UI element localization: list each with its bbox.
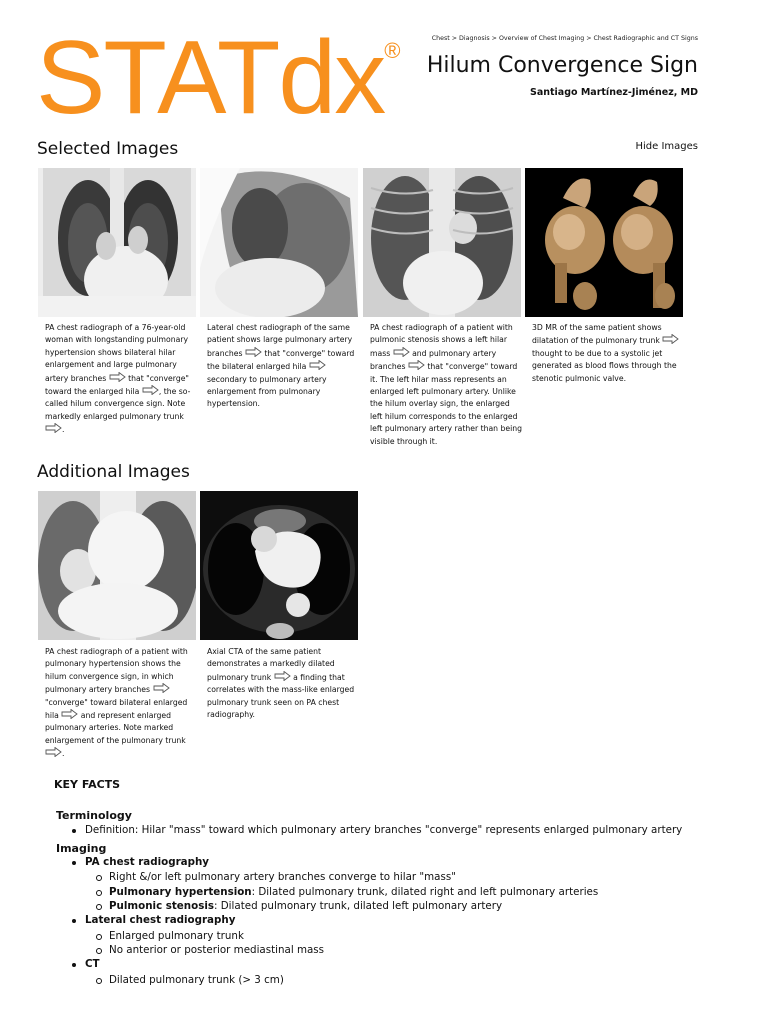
list-item: Dilated pulmonary trunk (> 3 cm) (109, 974, 284, 986)
arrow-icon (142, 385, 159, 395)
image-pa-radiograph-1[interactable] (38, 168, 196, 317)
arrow-icon (153, 683, 170, 693)
additional-images-heading: Additional Images (37, 462, 190, 482)
arrow-icon (109, 372, 126, 382)
hide-images-link[interactable]: Hide Images (635, 141, 698, 152)
image-3d-mr[interactable] (525, 168, 683, 317)
terminology-heading: Terminology (56, 809, 132, 822)
arrow-icon (393, 347, 410, 357)
list-item: CT (85, 958, 100, 970)
image-lateral-radiograph[interactable] (200, 168, 358, 317)
author-name: Santiago Martínez-Jiménez, MD (529, 87, 698, 98)
list-item: Definition: Hilar "mass" toward which pulmonary artery branches "converge" represents enlarged pulmonary artery (85, 824, 683, 836)
caption-image-5: PA chest radiograph of a patient with pulmonary hypertension shows the hilum convergence sign, in which pulmonary artery branches "converge" toward bilateral enlarged hila and represent enlarged pulmonary arteries. Note marked enlargement of the pulmonary trunk . (45, 647, 188, 759)
caption-image-4: 3D MR of the same patient shows dilatation of the pulmonary trunk thought to be due to a systolic jet generated as blood flows through the stenotic pulmonic valve. (532, 322, 684, 385)
page-title: Hilum Convergence Sign (426, 53, 698, 78)
imaging-heading: Imaging (56, 842, 107, 855)
list-item: Lateral chest radiography (85, 914, 236, 926)
caption-image-3: PA chest radiograph of a patient with pulmonic stenosis shows a left hilar mass and pulmonary artery branches that "converge" toward it. The left hilar mass represents an enlarged left pulmonary artery. Unlike the hilum overlay sign, the enlarged left hilum corresponds to the enlarged left pulmonary artery rather than being visible through it. (370, 323, 522, 446)
list-item: Enlarged pulmonary trunk (109, 930, 244, 942)
image-pa-radiograph-3[interactable] (38, 491, 196, 640)
list-item: Right &/or left pulmonary artery branches converge to hilar "mass" (109, 871, 456, 883)
arrow-icon (408, 360, 425, 370)
arrow-icon (45, 747, 62, 757)
selected-images-heading: Selected Images (37, 139, 179, 159)
caption-image-2: Lateral chest radiograph of the same patient shows large pulmonary artery branches that "converge" toward the bilateral enlarged hila secondary to pulmonary artery enlargement from pulmonary hypertension. (207, 323, 355, 409)
arrow-icon (662, 334, 679, 344)
image-pa-radiograph-2[interactable] (363, 168, 521, 317)
caption-image-1: PA chest radiograph of a 76-year-old woman with longstanding pulmonary hypertension shows bilateral hilar enlargement and large pulmonary artery branches that "converge" toward the enlarged hila , the so-called hilum convergence sign. Note markedly enlarged pulmonary trunk . (45, 323, 191, 435)
arrow-icon (45, 423, 62, 433)
list-item: Pulmonic stenosis: Dilated pulmonary trunk, dilated left pulmonary artery (109, 900, 503, 912)
list-item: Pulmonary hypertension: Dilated pulmonary trunk, dilated right and left pulmonary arteries (109, 886, 599, 898)
breadcrumb[interactable]: Chest > Diagnosis > Overview of Chest Imaging > Chest Radiographic and CT Signs (431, 35, 698, 42)
arrow-icon (245, 347, 262, 357)
arrow-icon (61, 709, 78, 719)
key-facts-heading: KEY FACTS (54, 778, 121, 791)
arrow-icon (309, 360, 326, 370)
caption-image-6: Axial CTA of the same patient demonstrates a markedly dilated pulmonary trunk a finding that correlates with the mass-like enlarged pulmonary trunk seen on PA chest radiography. (207, 647, 355, 720)
image-axial-cta[interactable] (200, 491, 358, 640)
list-item: PA chest radiography (85, 856, 210, 868)
arrow-icon (274, 671, 291, 681)
statdx-logo: STATdx® (36, 20, 401, 136)
list-item: No anterior or posterior mediastinal mass (109, 944, 325, 956)
